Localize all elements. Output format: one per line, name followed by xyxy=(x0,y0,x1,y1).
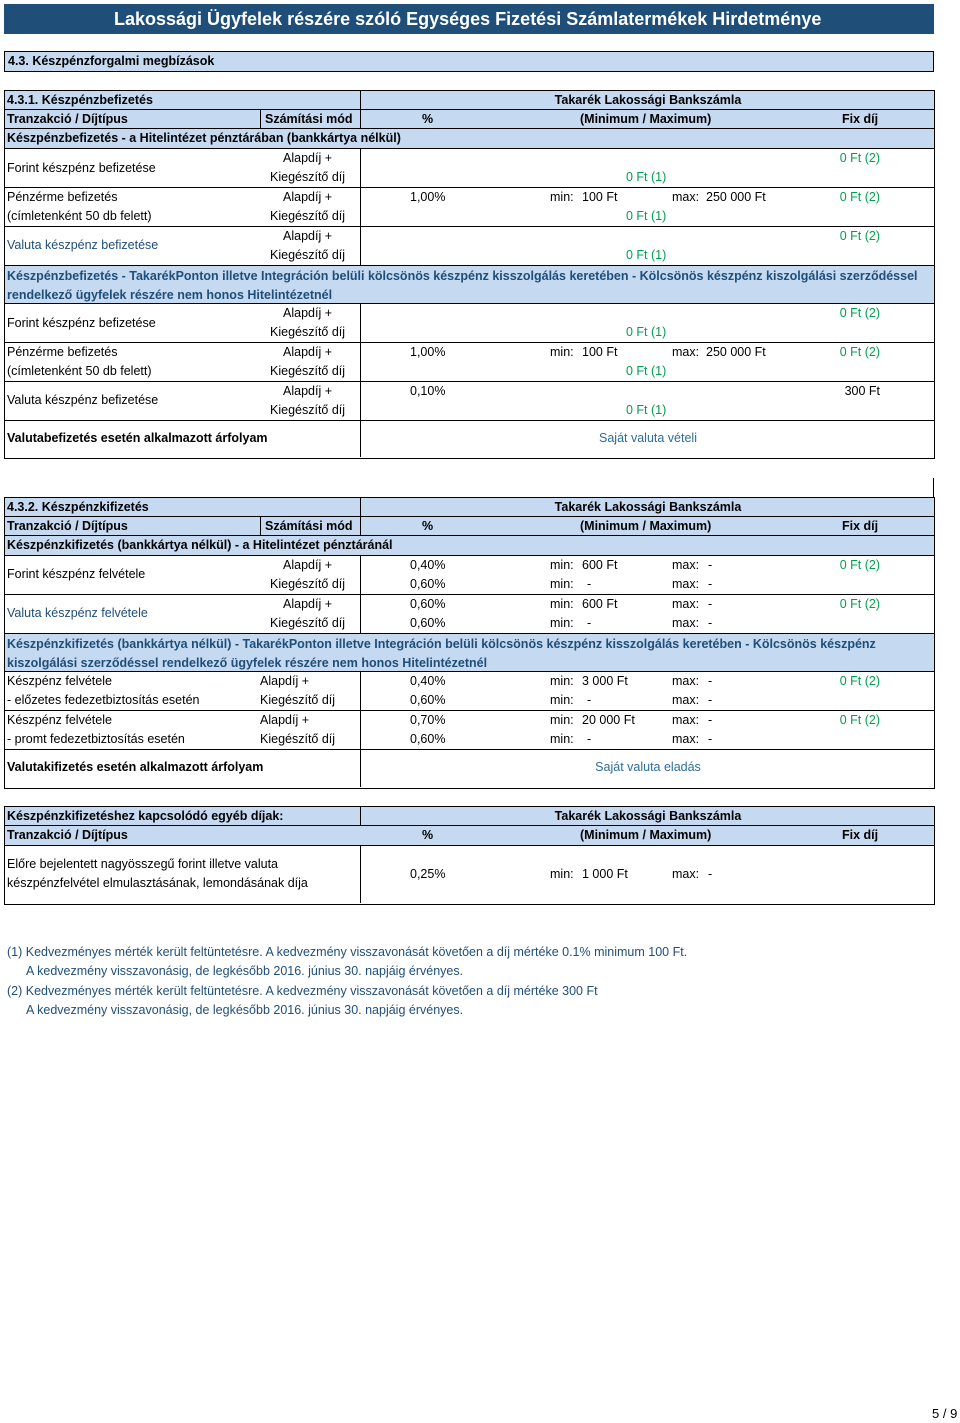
cash-withdrawal-label: Készpénz felvétele xyxy=(7,674,112,688)
pct-value: 0,40% xyxy=(410,558,446,572)
max-label: max: xyxy=(672,345,700,359)
kieg-label: Kiegészítő díj xyxy=(270,616,346,630)
max-value: - xyxy=(708,693,713,707)
max-label: max: xyxy=(672,713,700,727)
min-value: - xyxy=(587,577,592,591)
max-value: - xyxy=(708,867,713,881)
pct-value: 0,10% xyxy=(410,384,446,398)
pct-value: 0,40% xyxy=(410,674,446,688)
alapdij-label: Alapdíj + xyxy=(260,713,309,727)
other-fee-desc: Előre bejelentett nagyösszegű forint illetve valuta xyxy=(7,857,278,871)
kieg-label: Kiegészítő díj xyxy=(260,732,336,746)
col-minmax: (Minimum / Maximum) xyxy=(580,519,712,533)
pct-value: 0,70% xyxy=(410,713,446,727)
valuta-withdrawal-label: Valuta készpénz felvétele xyxy=(7,606,148,620)
col-mode: Számítási mód xyxy=(265,112,353,126)
valuta-deposit-label: Valuta készpénz befizetése xyxy=(7,238,159,252)
cash-withdrawal-label: Készpénz felvétele xyxy=(7,713,112,727)
fee-value: 0 Ft (1) xyxy=(626,248,667,262)
min-value: - xyxy=(587,732,592,746)
fee-value: 0 Ft (2) xyxy=(839,345,880,359)
max-label: max: xyxy=(672,190,700,204)
max-label: max: xyxy=(672,867,700,881)
max-label: max: xyxy=(672,674,700,688)
coin-deposit-sublabel: (címletenként 50 db felett) xyxy=(7,364,152,378)
min-value: 1 000 Ft xyxy=(582,867,628,881)
min-value: 3 000 Ft xyxy=(582,674,628,688)
pct-value: 0,25% xyxy=(410,867,446,881)
pct-value: 0,60% xyxy=(410,732,446,746)
coin-deposit-sublabel: (címletenként 50 db felett) xyxy=(7,209,152,223)
fee-value: 0 Ft (2) xyxy=(839,229,880,243)
col-fix: Fix díj xyxy=(842,112,879,126)
col-pct: % xyxy=(422,112,434,126)
withdrawal-package-name: Takarék Lakossági Bankszámla xyxy=(554,500,742,514)
min-label: min: xyxy=(550,713,574,727)
fee-value: 0 Ft (2) xyxy=(839,306,880,320)
forint-withdrawal-label: Forint készpénz felvétele xyxy=(7,567,146,581)
min-value: 600 Ft xyxy=(582,597,618,611)
min-value: - xyxy=(587,693,592,707)
page-title: Lakossági Ügyfelek részére szóló Egységes Fizetési Számlatermékek Hirdetménye xyxy=(114,9,822,29)
deposit-rate-value: Saját valuta vételi xyxy=(599,431,697,445)
fee-value: 0 Ft (2) xyxy=(839,151,880,165)
pct-value: 0,60% xyxy=(410,693,446,707)
max-value: - xyxy=(708,674,713,688)
withdrawal-sub1: Készpénzkifizetés (bankkártya nélkül) - a Hitelintézet pénztáránál xyxy=(7,538,393,552)
alapdij-label: Alapdíj + xyxy=(283,597,332,611)
coin-deposit-label: Pénzérme befizetés xyxy=(7,190,118,204)
deposit-rate-label: Valutabefizetés esetén alkalmazott árfolyam xyxy=(7,431,268,445)
kieg-label: Kiegészítő díj xyxy=(270,403,346,417)
col-pct: % xyxy=(422,828,434,842)
max-value: - xyxy=(708,558,713,572)
footnote-2: (2) Kedvezményes mérték került feltüntetésre. A kedvezmény visszavonását követően a díj mértéke 300 Ft xyxy=(7,984,598,998)
fee-value: 0 Ft (1) xyxy=(626,325,667,339)
min-label: min: xyxy=(550,616,574,630)
min-label: min: xyxy=(550,674,574,688)
col-type: Tranzakció / Díjtípus xyxy=(7,519,128,533)
min-value: 600 Ft xyxy=(582,558,618,572)
alapdij-label: Alapdíj + xyxy=(283,384,332,398)
min-label: min: xyxy=(550,345,574,359)
kieg-label: Kiegészítő díj xyxy=(270,364,346,378)
withdrawal-rate-value: Saját valuta eladás xyxy=(595,760,701,774)
page-number: 5 / 9 xyxy=(932,1406,958,1421)
max-label: max: xyxy=(672,732,700,746)
min-value: 20 000 Ft xyxy=(582,713,635,727)
kieg-label: Kiegészítő díj xyxy=(270,325,346,339)
kieg-label: Kiegészítő díj xyxy=(260,693,336,707)
alapdij-label: Alapdíj + xyxy=(283,229,332,243)
section-title: 4.3. Készpénzforgalmi megbízások xyxy=(8,54,215,68)
fee-value: 0 Ft (2) xyxy=(839,190,880,204)
cash-withdrawal-sublabel: - promt fedezetbiztosítás esetén xyxy=(7,732,185,746)
forint-deposit-label: Forint készpénz befizetése xyxy=(7,316,156,330)
min-label: min: xyxy=(550,597,574,611)
max-label: max: xyxy=(672,558,700,572)
withdrawal-rate-label: Valutakifizetés esetén alkalmazott árfolyam xyxy=(7,760,264,774)
alapdij-label: Alapdíj + xyxy=(283,151,332,165)
deposit-sub2: Készpénzbefizetés - TakarékPonton illetve Integráción belüli kölcsönös készpénz kisszolgálás keretében - Kölcsönös készpénz kiszolgálási szerződéssel rendelkező ügyfelek részére nem honos Hitelintézetnél xyxy=(7,269,918,302)
min-label: min: xyxy=(550,577,574,591)
max-value: - xyxy=(708,732,713,746)
min-value: - xyxy=(587,616,592,630)
min-label: min: xyxy=(550,190,574,204)
col-fix: Fix díj xyxy=(842,828,879,842)
valuta-deposit-label: Valuta készpénz befizetése xyxy=(7,393,159,407)
min-label: min: xyxy=(550,693,574,707)
deposit-sub1: Készpénzbefizetés - a Hitelintézet pénztárában (bankkártya nélkül) xyxy=(7,131,401,145)
pct-value: 1,00% xyxy=(410,345,446,359)
withdrawal-sub2: Készpénzkifizetés (bankkártya nélkül) - TakarékPonton illetve Integráción belüli kölcsönös készpénz kisszolgálás keretében - Kölcsönös készpénz kiszolgálási szerződéssel rendelkező ügyfelek részére nem honos Hitelintézetnél xyxy=(7,637,876,670)
fee-value: 0 Ft (2) xyxy=(839,713,880,727)
fee-value: 0 Ft (1) xyxy=(626,403,667,417)
kieg-label: Kiegészítő díj xyxy=(270,248,346,262)
min-label: min: xyxy=(550,867,574,881)
min-label: min: xyxy=(550,558,574,572)
col-fix: Fix díj xyxy=(842,519,879,533)
max-value: 250 000 Ft xyxy=(706,345,766,359)
other-title: Készpénzkifizetéshez kapcsolódó egyéb díjak: xyxy=(7,809,284,823)
max-label: max: xyxy=(672,616,700,630)
page-banner xyxy=(4,4,934,34)
alapdij-label: Alapdíj + xyxy=(283,345,332,359)
col-minmax: (Minimum / Maximum) xyxy=(580,828,712,842)
footnote-2-validity: A kedvezmény visszavonásig, de legkésőbb 2016. június 30. napjáig érvényes. xyxy=(26,1003,464,1017)
footnote-1-validity: A kedvezmény visszavonásig, de legkésőbb 2016. június 30. napjáig érvényes. xyxy=(26,964,464,978)
fee-value: 0 Ft (1) xyxy=(626,209,667,223)
min-value: 100 Ft xyxy=(582,190,618,204)
pct-value: 1,00% xyxy=(410,190,446,204)
alapdij-label: Alapdíj + xyxy=(283,306,332,320)
max-value: - xyxy=(708,577,713,591)
other-package-name: Takarék Lakossági Bankszámla xyxy=(554,809,742,823)
max-value: - xyxy=(708,616,713,630)
pct-value: 0,60% xyxy=(410,616,446,630)
section-title-bar xyxy=(4,51,934,72)
alapdij-label: Alapdíj + xyxy=(283,190,332,204)
fee-value: 0 Ft (2) xyxy=(839,597,880,611)
fee-value: 0 Ft (1) xyxy=(626,170,667,184)
col-pct: % xyxy=(422,519,434,533)
alapdij-label: Alapdíj + xyxy=(283,558,332,572)
fee-value: 0 Ft (2) xyxy=(839,558,880,572)
forint-deposit-label: Forint készpénz befizetése xyxy=(7,161,156,175)
fix-value: 300 Ft xyxy=(844,384,880,398)
min-value: 100 Ft xyxy=(582,345,618,359)
other-fee-desc2: készpénzfelvétel elmulasztásának, lemondásának díja xyxy=(7,876,308,890)
pct-value: 0,60% xyxy=(410,597,446,611)
withdrawal-title: 4.3.2. Készpénzkifizetés xyxy=(7,500,149,514)
deposit-title: 4.3.1. Készpénzbefizetés xyxy=(7,93,153,107)
fee-value: 0 Ft (1) xyxy=(626,364,667,378)
kieg-label: Kiegészítő díj xyxy=(270,209,346,223)
kieg-label: Kiegészítő díj xyxy=(270,577,346,591)
pct-value: 0,60% xyxy=(410,577,446,591)
alapdij-label: Alapdíj + xyxy=(260,674,309,688)
min-label: min: xyxy=(550,732,574,746)
footnote-1: (1) Kedvezményes mérték került feltüntetésre. A kedvezmény visszavonását követően a díj mértéke 0.1% minimum 100 Ft. xyxy=(7,945,688,959)
col-type: Tranzakció / Díjtípus xyxy=(7,112,128,126)
deposit-package-name: Takarék Lakossági Bankszámla xyxy=(554,93,742,107)
col-type: Tranzakció / Díjtípus xyxy=(7,828,128,842)
max-label: max: xyxy=(672,597,700,611)
max-value: - xyxy=(708,597,713,611)
col-mode: Számítási mód xyxy=(265,519,353,533)
coin-deposit-label: Pénzérme befizetés xyxy=(7,345,118,359)
max-value: 250 000 Ft xyxy=(706,190,766,204)
col-minmax: (Minimum / Maximum) xyxy=(580,112,712,126)
fee-value: 0 Ft (2) xyxy=(839,674,880,688)
max-label: max: xyxy=(672,693,700,707)
kieg-label: Kiegészítő díj xyxy=(270,170,346,184)
max-label: max: xyxy=(672,577,700,591)
max-value: - xyxy=(708,713,713,727)
cash-withdrawal-sublabel: - előzetes fedezetbiztosítás esetén xyxy=(7,693,200,707)
